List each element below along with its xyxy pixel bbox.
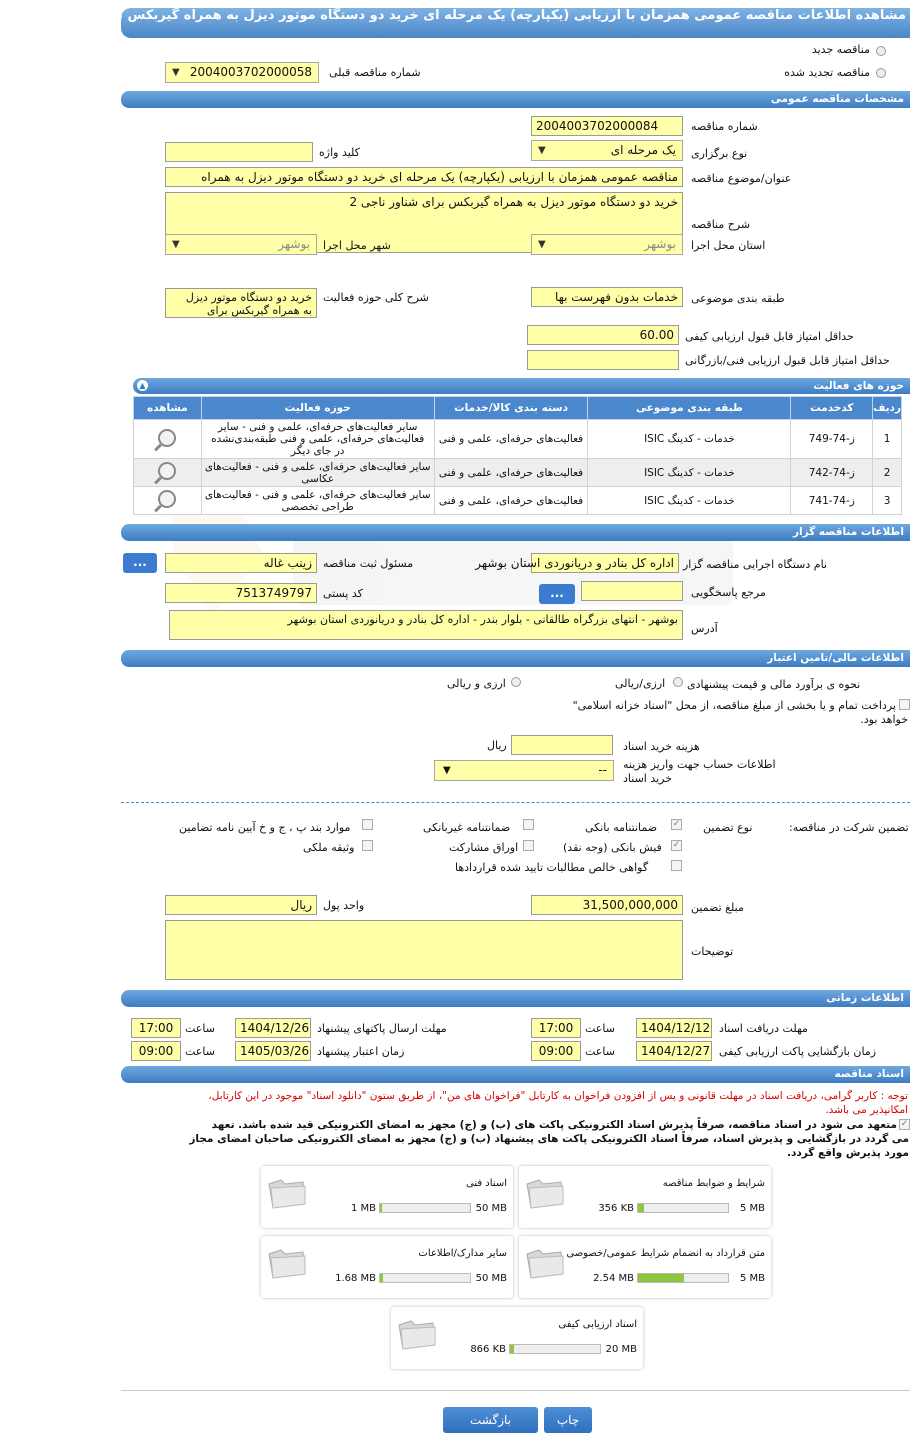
file-usage-fill bbox=[638, 1204, 644, 1212]
file-usage-bar bbox=[379, 1273, 471, 1283]
folder-icon bbox=[267, 1176, 307, 1210]
row-group: فعالیت‌های حرفه‌ای، علمی و فنی bbox=[434, 459, 588, 487]
ref-label: مرجع پاسخگویی bbox=[691, 586, 766, 599]
registrar-field[interactable]: زینب غاله bbox=[165, 553, 317, 573]
row-scope: سایر فعالیت‌های حرفه‌ای، علمی و فنی - فعالیت‌های عکاسی bbox=[201, 459, 434, 487]
currency-field[interactable]: ریال bbox=[165, 895, 317, 915]
row-category: خدمات - کدینگ ISIC bbox=[588, 487, 791, 515]
section-general-header: مشخصات مناقصه عمومی bbox=[121, 91, 910, 108]
prev-number-select[interactable] bbox=[165, 62, 319, 83]
bank-guarantee-checkbox[interactable]: ✓ bbox=[672, 819, 681, 829]
address-field[interactable]: بوشهر - انتهای بزرگراه طالقانی - بلوار بندر - اداره کل بنادر و دریانوردی استان بوشهر bbox=[169, 610, 683, 640]
receive-time-field[interactable]: 17:00 bbox=[531, 1018, 581, 1038]
amount-label: مبلغ تضمین bbox=[691, 901, 744, 914]
row-code: ز-74-749 bbox=[791, 420, 873, 459]
col-category: طبقه بندی موضوعی bbox=[588, 397, 791, 420]
back-button[interactable]: بازگشت bbox=[443, 1407, 538, 1433]
org-picker-button[interactable]: ... bbox=[123, 553, 157, 573]
scope-label: شرح کلی حوزه فعالیت bbox=[323, 291, 429, 304]
new-tender-label: مناقصه جدید bbox=[811, 43, 870, 56]
city-select[interactable] bbox=[165, 234, 317, 255]
amount-field[interactable]: 31,500,000,000 bbox=[531, 895, 683, 915]
org-field[interactable]: اداره کل بنادر و دریانوردی استان بوشهر bbox=[531, 553, 679, 573]
file-name: سایر مدارک/اطلاعات bbox=[418, 1248, 507, 1259]
collapse-icon[interactable]: ▲ bbox=[137, 380, 148, 391]
commit-note-1: متعهد می شود در اسناد مناقصه، صرفاً پذیرش اسناد الکترونیکی پاکت های (ب) و (ج) مجهز به امضای الکترونیکی قید شده باشد. تعهد bbox=[211, 1119, 897, 1131]
activities-table bbox=[133, 396, 902, 515]
doc-fee-unit: ریال bbox=[487, 739, 507, 752]
estimate-opt2-label: ارزی و ریالی bbox=[447, 677, 506, 690]
receive-label: مهلت دریافت اسناد bbox=[719, 1022, 808, 1035]
clause-label: موارد بند پ ، ج و خ آیین نامه تضامین bbox=[179, 821, 351, 834]
row-category: خدمات - کدینگ ISIC bbox=[588, 420, 791, 459]
chevron-down-icon: ▼ bbox=[172, 67, 180, 78]
city-label: شهر محل اجرا bbox=[323, 239, 391, 252]
tender-number-label: شماره مناقصه bbox=[691, 120, 758, 133]
receive-date-field[interactable]: 1404/12/12 bbox=[636, 1018, 712, 1038]
col-group: دسته بندی کالا/خدمات bbox=[434, 397, 588, 420]
chevron-down-icon: ▼ bbox=[538, 239, 546, 250]
activities-header-label: حوزه های فعالیت bbox=[813, 380, 904, 392]
doc-fee-label: هزینه خرید اسناد bbox=[623, 740, 700, 753]
subject-label: عنوان/موضوع مناقصه bbox=[691, 172, 792, 185]
keyword-label: کلید واژه bbox=[319, 146, 360, 159]
islamic-bonds-label-2: خواهد بود. bbox=[860, 713, 908, 726]
valid-label: زمان اعتبار پیشنهاد bbox=[317, 1045, 405, 1058]
time-label: ساعت bbox=[185, 1045, 215, 1058]
section-documents-header: اسناد مناقصه bbox=[121, 1066, 910, 1083]
file-usage-bar bbox=[637, 1273, 729, 1283]
col-view: مشاهده bbox=[134, 397, 202, 420]
row-scope: سایر فعالیت‌های حرفه‌ای، علمی و فنی - فعالیت‌های طراحی تخصصی bbox=[201, 487, 434, 515]
estimate-label: نحوه ی برآورد مالی و قیمت پیشنهادی bbox=[687, 678, 861, 691]
file-name: متن قرارداد به انضمام شرایط عمومی/خصوصی bbox=[566, 1248, 765, 1259]
open-date-field[interactable]: 1404/12/27 bbox=[636, 1041, 712, 1061]
open-time-field[interactable]: 09:00 bbox=[531, 1041, 581, 1061]
min-tech-field[interactable] bbox=[527, 350, 679, 370]
file-max: 50 MB bbox=[475, 1273, 507, 1284]
notes-label: توضیحات bbox=[691, 945, 734, 958]
table-row bbox=[134, 487, 902, 515]
chevron-down-icon: ▼ bbox=[172, 239, 180, 250]
subject-field[interactable]: مناقصه عمومی همزمان با ارزیابی (یکپارچه) یک مرحله ای خرید دو دستگاه موتور دیزل به همراه bbox=[165, 167, 683, 187]
commit-note-3: مورد پذیرش واقع گردد. bbox=[786, 1147, 909, 1159]
file-usage-fill bbox=[380, 1274, 383, 1282]
islamic-bonds-checkbox[interactable] bbox=[899, 699, 910, 710]
account-label-1: اطلاعات حساب جهت واریز هزینه bbox=[623, 758, 776, 771]
file-max: 50 MB bbox=[475, 1203, 507, 1214]
file-usage-bar bbox=[637, 1203, 729, 1213]
print-button[interactable]: چاپ bbox=[544, 1407, 592, 1433]
folder-icon bbox=[267, 1246, 307, 1280]
city-value: بوشهر bbox=[278, 237, 310, 251]
ref-field[interactable] bbox=[581, 581, 683, 601]
new-tender-radio[interactable] bbox=[876, 46, 886, 56]
account-label-2: خرید اسناد bbox=[623, 772, 673, 785]
scope-field[interactable]: خرید دو دستگاه موتور دیزل به همراه گیربکس برای bbox=[165, 288, 317, 318]
org-label: نام دستگاه اجرایی مناقصه گزار bbox=[683, 558, 827, 571]
tender-number-field[interactable]: 2004003702000084 bbox=[531, 116, 683, 136]
file-box[interactable] bbox=[519, 1166, 771, 1228]
min-quality-label: حداقل امتیاز قابل قبول ارزیابی کیفی bbox=[685, 330, 854, 343]
doc-fee-field[interactable] bbox=[511, 735, 613, 755]
magnifier-icon[interactable] bbox=[158, 429, 176, 447]
guarantee-label: تضمین شرکت در مناقصه: bbox=[789, 821, 909, 834]
valid-date-field[interactable]: 1405/03/26 bbox=[235, 1041, 311, 1061]
row-category: خدمات - کدینگ ISIC bbox=[588, 459, 791, 487]
file-box[interactable] bbox=[391, 1307, 643, 1369]
province-value: بوشهر bbox=[644, 237, 676, 251]
divider bbox=[121, 802, 910, 803]
estimate-opt1-label: ارزی/ریالی bbox=[615, 677, 666, 690]
section-organizer-header: اطلاعات مناقصه گزار bbox=[121, 524, 910, 541]
table-row bbox=[134, 459, 902, 487]
row-group: فعالیت‌های حرفه‌ای، علمی و فنی bbox=[434, 487, 588, 515]
address-label: آدرس bbox=[691, 622, 718, 635]
folder-icon bbox=[397, 1317, 437, 1351]
min-quality-field[interactable]: 60.00 bbox=[527, 325, 679, 345]
certificate-label: گواهی خالص مطالبات تایید شده قراردادها bbox=[455, 861, 649, 874]
method-select[interactable] bbox=[531, 140, 683, 161]
view-cell bbox=[134, 459, 202, 487]
description-field[interactable]: خرید دو دستگاه موتور دیزل به همراه گیربکس برای شناور ناجی 2 bbox=[165, 192, 683, 253]
notes-field[interactable] bbox=[165, 920, 683, 980]
col-code: کدخدمت bbox=[791, 397, 873, 420]
file-usage-bar bbox=[379, 1203, 471, 1213]
table-header-row bbox=[134, 397, 902, 420]
view-cell bbox=[134, 487, 202, 515]
province-label: استان محل اجرا bbox=[691, 239, 766, 252]
section-finance-header: اطلاعات مالی/تامین اعتبار bbox=[121, 650, 910, 667]
property-checkbox[interactable] bbox=[362, 840, 373, 851]
col-row: ردیف bbox=[873, 397, 902, 420]
row-code: ز-74-742 bbox=[791, 459, 873, 487]
commit-note-2: می گردد در بازگشایی و پذیرش اسناد، صرفاً اسناد الکترونیکی پاکت های پیشنهاد (ب) و (ج) مجهز به امضای الکترونیکی صاحبان امضای مجاز bbox=[189, 1133, 909, 1145]
download-note-1: توجه : کاربر گرامی، دریافت اسناد در مهلت قانونی و پس از افزودن فراخوان به کارتابل "فراخوان های من"، از طریق ستون "دانلود اسناد" موجود در این کارتابل، bbox=[208, 1090, 908, 1102]
file-usage-fill bbox=[510, 1345, 514, 1353]
file-box[interactable] bbox=[261, 1166, 513, 1228]
guarantee-type-label: نوع تضمین bbox=[703, 821, 753, 834]
certificate-checkbox[interactable] bbox=[671, 860, 682, 871]
file-usage-fill bbox=[638, 1274, 684, 1282]
open-label: زمان بازگشایی پاکت ارزیابی کیفی bbox=[719, 1045, 877, 1058]
ref-picker-button[interactable]: ... bbox=[539, 584, 575, 604]
row-number: 1 bbox=[873, 420, 902, 459]
folder-icon bbox=[525, 1176, 565, 1210]
row-number: 2 bbox=[873, 459, 902, 487]
category-field[interactable]: خدمات بدون فهرست بها bbox=[531, 287, 683, 307]
file-name: اسناد ارزیابی کیفی bbox=[558, 1319, 637, 1330]
bank-guarantee-label: ضمانتنامه بانکی bbox=[585, 821, 658, 834]
magnifier-icon[interactable] bbox=[158, 490, 176, 508]
account-select[interactable] bbox=[434, 760, 614, 781]
method-value: یک مرحله ای bbox=[610, 143, 676, 157]
time-label: ساعت bbox=[185, 1022, 215, 1035]
chevron-down-icon: ▼ bbox=[443, 765, 451, 776]
estimate-radio-2[interactable] bbox=[511, 677, 521, 687]
property-label: وثیقه ملکی bbox=[303, 841, 355, 854]
file-size: 2.54 MB bbox=[593, 1273, 634, 1284]
clause-checkbox[interactable] bbox=[362, 819, 373, 830]
download-note-2: امکانپذیر می باشد. bbox=[825, 1104, 908, 1116]
file-usage-fill bbox=[380, 1204, 382, 1212]
row-scope: سایر فعالیت‌های حرفه‌ای، علمی و فنی - سایر فعالیت‌های حرفه‌ای، علمی و فنی طبقه‌بندی‌نشده در جای دیگر bbox=[201, 420, 434, 459]
min-tech-label: حداقل امتیاز قابل قبول ارزیابی فنی/بازرگانی bbox=[685, 354, 890, 367]
nonbank-guarantee-checkbox[interactable] bbox=[523, 819, 534, 830]
registrar-label: مسئول ثبت مناقصه bbox=[323, 557, 414, 570]
file-usage-bar bbox=[509, 1344, 601, 1354]
file-name: اسناد فنی bbox=[466, 1178, 507, 1189]
row-code: ز-74-741 bbox=[791, 487, 873, 515]
cash-label: فیش بانکی (وجه نقد) bbox=[563, 841, 662, 854]
file-box[interactable] bbox=[519, 1236, 771, 1298]
keyword-field[interactable] bbox=[165, 142, 313, 162]
bonds-label: اوراق مشارکت bbox=[449, 841, 519, 854]
cash-checkbox[interactable]: ✓ bbox=[672, 840, 681, 850]
commit-checkbox[interactable]: ✓ bbox=[900, 1119, 909, 1129]
send-time-field[interactable]: 17:00 bbox=[131, 1018, 181, 1038]
description-label: شرح مناقصه bbox=[691, 218, 751, 231]
islamic-bonds-label-1: پرداخت تمام و یا بخشی از مبلغ مناقصه، از محل "اسناد خزانه اسلامی" bbox=[572, 699, 896, 712]
send-date-field[interactable]: 1404/12/26 bbox=[235, 1018, 311, 1038]
prev-number-value: 2004003702000058 bbox=[189, 65, 312, 79]
section-timing-header: اطلاعات زمانی bbox=[121, 990, 910, 1007]
row-number: 3 bbox=[873, 487, 902, 515]
account-value: -- bbox=[598, 763, 607, 777]
province-select[interactable] bbox=[531, 234, 683, 255]
file-max: 5 MB bbox=[739, 1203, 765, 1214]
table-row bbox=[134, 420, 902, 459]
category-label: طبقه بندی موضوعی bbox=[691, 292, 785, 305]
nonbank-guarantee-label: ضمانتنامه غیربانکی bbox=[423, 821, 511, 834]
renewed-tender-radio[interactable] bbox=[876, 68, 886, 78]
renewed-tender-label: مناقصه تجدید شده bbox=[784, 66, 870, 79]
bonds-checkbox[interactable] bbox=[523, 840, 534, 851]
postal-field[interactable]: 7513749797 bbox=[165, 583, 317, 603]
file-max: 20 MB bbox=[605, 1344, 637, 1355]
time-label: ساعت bbox=[585, 1045, 615, 1058]
page-title: مشاهده اطلاعات مناقصه عمومی همزمان با ارزیابی (یکپارچه) یک مرحله ای خرید دو دستگاه موتور دیزل به همراه گیربکس برای شناور ناجی 2 bbox=[121, 8, 910, 38]
file-max: 5 MB bbox=[739, 1273, 765, 1284]
valid-time-field[interactable]: 09:00 bbox=[131, 1041, 181, 1061]
row-group: فعالیت‌های حرفه‌ای، علمی و فنی bbox=[434, 420, 588, 459]
file-size: 356 KB bbox=[598, 1203, 634, 1214]
currency-label: واحد پول bbox=[323, 899, 365, 912]
file-size: 866 KB bbox=[470, 1344, 506, 1355]
folder-icon bbox=[525, 1246, 565, 1280]
file-name: شرایط و ضوابط مناقصه bbox=[662, 1178, 765, 1189]
time-label: ساعت bbox=[585, 1022, 615, 1035]
divider bbox=[121, 1390, 910, 1391]
file-box[interactable] bbox=[261, 1236, 513, 1298]
magnifier-icon[interactable] bbox=[158, 462, 176, 480]
postal-label: کد پستی bbox=[323, 587, 363, 600]
activities-header bbox=[133, 378, 910, 394]
method-label: نوع برگزاری bbox=[691, 147, 748, 160]
send-label: مهلت ارسال پاکتهای پیشنهاد bbox=[317, 1022, 447, 1035]
file-size: 1 MB bbox=[350, 1203, 376, 1214]
prev-number-label: شماره مناقصه قبلی bbox=[329, 66, 421, 79]
file-size: 1.68 MB bbox=[335, 1273, 376, 1284]
chevron-down-icon: ▼ bbox=[538, 145, 546, 156]
estimate-radio-1[interactable] bbox=[673, 677, 683, 687]
col-scope: حوزه فعالیت bbox=[201, 397, 434, 420]
view-cell bbox=[134, 420, 202, 459]
